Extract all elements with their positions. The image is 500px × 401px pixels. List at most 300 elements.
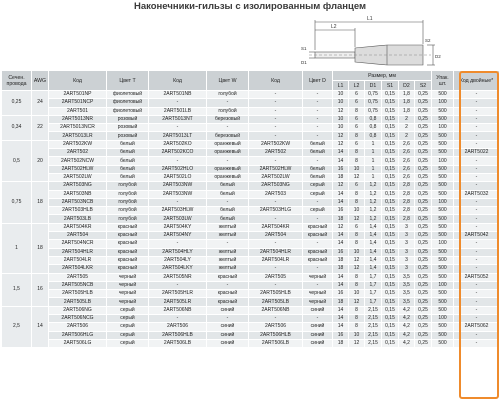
cell-color-t: белый <box>107 140 149 148</box>
cell-color-t: розовый <box>107 115 149 123</box>
cell-code-w: - <box>149 315 207 323</box>
cell-color-w: - <box>207 99 249 107</box>
cell-pack: 500 <box>432 215 454 223</box>
cell-color-d: белый <box>303 173 333 181</box>
cell-s2: 0,25 <box>415 306 432 314</box>
cell-code-w: 2ART504LY <box>149 256 207 264</box>
cell-code-d: 2ART502 <box>249 149 303 157</box>
cell-s1: 0,15 <box>382 149 399 157</box>
cell-code-d: - <box>249 99 303 107</box>
header-double: Код двойные* <box>454 71 500 91</box>
cell-s2: 0,25 <box>415 265 432 273</box>
table-row <box>2 99 500 107</box>
cell-code-w: 2ART504HLY <box>149 248 207 256</box>
cell-double-code: - <box>454 248 500 256</box>
cell-l1: 10 <box>333 91 349 99</box>
cell-code-d: - <box>249 215 303 223</box>
cell-l1: 18 <box>333 256 349 264</box>
cell-l1: 14 <box>333 315 349 323</box>
cell-d2: 2,6 <box>399 140 415 148</box>
table-row <box>2 173 500 181</box>
cell-d2: 2,6 <box>399 157 415 165</box>
table-row <box>2 149 500 157</box>
cell-s2: 0,25 <box>415 215 432 223</box>
cell-color-t: белый <box>107 157 149 165</box>
table-row <box>2 281 500 289</box>
cell-code-w: 2ART5013LT <box>149 132 207 140</box>
cell-d2: 4,2 <box>399 339 415 347</box>
cell-code-t: 2ART502KW <box>49 140 107 148</box>
cell-pack: 500 <box>432 207 454 215</box>
cell-pack: 500 <box>432 290 454 298</box>
cell-d2: 2,8 <box>399 182 415 190</box>
cell-d1: 1,4 <box>365 223 382 231</box>
cell-d1: 0,8 <box>365 132 382 140</box>
cell-code-w: 2ART505LR <box>149 298 207 306</box>
cell-color-w: оранжевый <box>207 149 249 157</box>
cell-color-d: - <box>303 107 333 115</box>
cell-color-d: синий <box>303 331 333 339</box>
cell-l2: 12 <box>349 339 365 347</box>
cell-code-d: 2ART503HLG <box>249 207 303 215</box>
cell-awg: 18 <box>32 182 49 223</box>
table-row <box>2 315 500 323</box>
cell-pack: 500 <box>432 173 454 181</box>
cell-code-w: 2ART506 <box>149 323 207 331</box>
cell-s1: 0,15 <box>382 190 399 198</box>
cell-s2: 0,25 <box>415 132 432 140</box>
cell-double-code: 2ART5042 <box>454 232 500 240</box>
cell-d1: 0,75 <box>365 91 382 99</box>
cell-code-d: 2ART505HLB <box>249 290 303 298</box>
cell-color-t: серый <box>107 306 149 314</box>
cell-color-d: - <box>303 265 333 273</box>
cell-color-t: голубой <box>107 198 149 206</box>
cell-code-d: 2ART503NG <box>249 182 303 190</box>
cell-code-d: - <box>249 281 303 289</box>
table-row <box>2 248 500 256</box>
cell-l2: 6 <box>349 91 365 99</box>
cell-d2: 3 <box>399 248 415 256</box>
cell-d1: 2,15 <box>365 331 382 339</box>
table-row <box>2 232 500 240</box>
header-section: Сечен. провода <box>2 71 32 91</box>
cell-d1: 2,15 <box>365 323 382 331</box>
cell-s1: 0,15 <box>382 157 399 165</box>
cell-l2: 8 <box>349 240 365 248</box>
cell-code-w: 2ART503HLW <box>149 207 207 215</box>
cell-s2: 0,25 <box>415 124 432 132</box>
cell-l2: 8 <box>349 273 365 281</box>
cell-color-t: фиолетовый <box>107 99 149 107</box>
cell-s2: 0,25 <box>415 331 432 339</box>
ferrule-drawing <box>295 14 445 78</box>
cell-l1: 18 <box>333 265 349 273</box>
cell-double-code: - <box>454 290 500 298</box>
cell-s2: 0,25 <box>415 232 432 240</box>
cell-pack: 500 <box>432 306 454 314</box>
cell-s2: 0,25 <box>415 323 432 331</box>
cell-d2: 3 <box>399 265 415 273</box>
cell-s2: 0,25 <box>415 256 432 264</box>
cell-pack: 100 <box>432 315 454 323</box>
cell-d2: 3 <box>399 232 415 240</box>
cell-s2: 0,25 <box>415 207 432 215</box>
cell-code-d: 2ART506LB <box>249 339 303 347</box>
header-s2: S2 <box>415 81 432 91</box>
cell-d1: 1,7 <box>365 281 382 289</box>
cell-code-d: 2ART504LR <box>249 256 303 264</box>
cell-color-w: оранжевый <box>207 140 249 148</box>
cell-code-t: 2ART503LB <box>49 215 107 223</box>
table-row <box>2 140 500 148</box>
cell-l1: 16 <box>333 165 349 173</box>
cell-color-w: синий <box>207 339 249 347</box>
cell-code-d: - <box>249 240 303 248</box>
cell-s2: 0,25 <box>415 290 432 298</box>
cell-l1: 16 <box>333 290 349 298</box>
cell-color-t: красный <box>107 232 149 240</box>
cell-code-t: 2ART505LB <box>49 298 107 306</box>
cell-color-d: синий <box>303 306 333 314</box>
cell-s2: 0,25 <box>415 115 432 123</box>
cell-d2: 1,8 <box>399 99 415 107</box>
cell-s2: 0,25 <box>415 157 432 165</box>
cell-pack: 500 <box>432 232 454 240</box>
cell-d2: 2,8 <box>399 215 415 223</box>
cell-pack: 100 <box>432 124 454 132</box>
cell-pack: 100 <box>432 240 454 248</box>
cell-l1: 16 <box>333 207 349 215</box>
cell-d1: 1 <box>365 165 382 173</box>
cell-color-w: синий <box>207 306 249 314</box>
cell-color-w: оранжевый <box>207 165 249 173</box>
cell-l1: 16 <box>333 248 349 256</box>
cell-code-t: 2ART505NCB <box>49 281 107 289</box>
cell-double-code: - <box>454 165 500 173</box>
cell-d2: 3 <box>399 223 415 231</box>
cell-d1: 1 <box>365 173 382 181</box>
header-l2: L2 <box>349 81 365 91</box>
table-row <box>2 198 500 206</box>
cell-l2: 10 <box>349 331 365 339</box>
cell-d2: 1,8 <box>399 107 415 115</box>
cell-s1: 0,15 <box>382 323 399 331</box>
cell-l1: 12 <box>333 132 349 140</box>
cell-code-d: - <box>249 198 303 206</box>
cell-code-t: 2ART505 <box>49 273 107 281</box>
cell-color-t: белый <box>107 165 149 173</box>
cell-code-d: 2ART504 <box>249 232 303 240</box>
cell-section: 2,5 <box>2 306 32 347</box>
cell-d1: 0,75 <box>365 99 382 107</box>
header-color-d: Цвет D <box>303 71 333 91</box>
cell-code-w: - <box>149 124 207 132</box>
cell-s1: 0,15 <box>382 281 399 289</box>
cell-s1: 0,15 <box>382 215 399 223</box>
cell-code-w: 2ART506HLB <box>149 331 207 339</box>
cell-l1: 14 <box>333 323 349 331</box>
cell-code-w: - <box>149 240 207 248</box>
cell-color-d: красный <box>303 256 333 264</box>
cell-s1: 0,15 <box>382 132 399 140</box>
cell-code-t: 2ART502 <box>49 149 107 157</box>
cell-color-w: белый <box>207 182 249 190</box>
cell-color-t: белый <box>107 149 149 157</box>
cell-d2: 2 <box>399 124 415 132</box>
cell-awg: 24 <box>32 91 49 116</box>
cell-code-t: 2ART506NCG <box>49 315 107 323</box>
cell-color-w: голубой <box>207 107 249 115</box>
cell-code-d: 2ART504HLR <box>249 248 303 256</box>
cell-color-t: черный <box>107 290 149 298</box>
cell-d1: 1 <box>365 140 382 148</box>
cell-code-d: 2ART502KW <box>249 140 303 148</box>
cell-code-w: 2ART504KY <box>149 223 207 231</box>
cell-d1: 1,2 <box>365 190 382 198</box>
cell-pack: 500 <box>432 190 454 198</box>
cell-color-w: белый <box>207 215 249 223</box>
cell-code-t: 2ART504KR <box>49 223 107 231</box>
header-awg: AWG <box>32 71 49 91</box>
header-color-t: Цвет T <box>107 71 149 91</box>
cell-l1: 18 <box>333 215 349 223</box>
cell-l1: 12 <box>333 223 349 231</box>
cell-l2: 12 <box>349 173 365 181</box>
cell-color-w: красный <box>207 273 249 281</box>
cell-s2: 0,25 <box>415 149 432 157</box>
cell-d1: 1,4 <box>365 240 382 248</box>
cell-code-t: 2ART504LKR <box>49 265 107 273</box>
cell-s2: 0,25 <box>415 91 432 99</box>
cell-s1: 0,15 <box>382 306 399 314</box>
cell-color-t: фиолетовый <box>107 107 149 115</box>
cell-code-d: - <box>249 132 303 140</box>
cell-double-code: 2ART5052 <box>454 273 500 281</box>
cell-color-w: оранжевый <box>207 173 249 181</box>
cell-code-t: 2ART504LR <box>49 256 107 264</box>
cell-color-d: - <box>303 157 333 165</box>
cell-code-d: - <box>249 115 303 123</box>
cell-code-t: 2ART506HLG <box>49 331 107 339</box>
cell-l2: 6 <box>349 99 365 107</box>
cell-d1: 1 <box>365 157 382 165</box>
table-row <box>2 190 500 198</box>
cell-s2: 0,25 <box>415 99 432 107</box>
cell-color-d: серый <box>303 182 333 190</box>
cell-code-d: 2ART505 <box>249 273 303 281</box>
cell-pack: 500 <box>432 331 454 339</box>
cell-code-t: 2ART502LW <box>49 173 107 181</box>
cell-code-w: 2ART506NB <box>149 306 207 314</box>
cell-d2: 2 <box>399 115 415 123</box>
cell-pack: 500 <box>432 248 454 256</box>
cell-code-d: - <box>249 265 303 273</box>
table-row <box>2 132 500 140</box>
cell-l2: 12 <box>349 298 365 306</box>
cell-color-w: красный <box>207 290 249 298</box>
cell-l2: 6 <box>349 124 365 132</box>
cell-double-code: - <box>454 132 500 140</box>
cell-code-w: 2ART502HLO <box>149 165 207 173</box>
cell-l2: 6 <box>349 115 365 123</box>
cell-l2: 8 <box>349 157 365 165</box>
cell-l2: 8 <box>349 132 365 140</box>
cell-color-t: голубой <box>107 182 149 190</box>
cell-color-t: розовый <box>107 132 149 140</box>
cell-code-d: 2ART506HLB <box>249 331 303 339</box>
cell-double-code: - <box>454 306 500 314</box>
cell-l2: 10 <box>349 165 365 173</box>
cell-s1: 0,15 <box>382 290 399 298</box>
cell-color-d: синий <box>303 323 333 331</box>
cell-code-t: 2ART503HLB <box>49 207 107 215</box>
cell-code-w: 2ART504LKY <box>149 265 207 273</box>
header-size-group: Размер, мм <box>333 71 432 81</box>
cell-color-w: - <box>207 315 249 323</box>
cell-pack: 500 <box>432 256 454 264</box>
cell-color-w: желтый <box>207 232 249 240</box>
cell-pack: 500 <box>432 265 454 273</box>
cell-l2: 8 <box>349 306 365 314</box>
cell-code-d: 2ART506 <box>249 323 303 331</box>
cell-double-code: - <box>454 240 500 248</box>
spec-table <box>1 70 500 348</box>
table-row <box>2 165 500 173</box>
cell-l1: 16 <box>333 331 349 339</box>
cell-d1: 0,8 <box>365 115 382 123</box>
dim-label-s1: S1 <box>301 46 307 51</box>
cell-code-t: 2ART506 <box>49 323 107 331</box>
cell-color-d: черный <box>303 273 333 281</box>
header-d2: D2 <box>399 81 415 91</box>
cell-double-code: - <box>454 298 500 306</box>
cell-s2: 0,25 <box>415 273 432 281</box>
cell-double-code: - <box>454 115 500 123</box>
cell-d2: 2,6 <box>399 173 415 181</box>
cell-d2: 2,8 <box>399 207 415 215</box>
cell-l2: 8 <box>349 190 365 198</box>
cell-color-d: - <box>303 132 333 140</box>
cell-color-d: черный <box>303 290 333 298</box>
cell-code-t: 2ART503NCB <box>49 198 107 206</box>
cell-color-d: - <box>303 198 333 206</box>
cell-s1: 0,15 <box>382 165 399 173</box>
cell-l2: 8 <box>349 198 365 206</box>
cell-color-d: красный <box>303 248 333 256</box>
cell-s2: 0,25 <box>415 339 432 347</box>
cell-double-code: - <box>454 223 500 231</box>
cell-code-t: 2ART502NCW <box>49 157 107 165</box>
table-row <box>2 339 500 347</box>
cell-code-t: 2ART501 <box>49 107 107 115</box>
cell-l1: 18 <box>333 298 349 306</box>
cell-d2: 4,2 <box>399 323 415 331</box>
cell-code-w: 2ART505HLR <box>149 290 207 298</box>
cell-color-w: - <box>207 124 249 132</box>
cell-color-t: голубой <box>107 215 149 223</box>
header-code-w: Код <box>149 71 207 91</box>
cell-code-d: 2ART502HLW <box>249 165 303 173</box>
cell-pack: 500 <box>432 273 454 281</box>
cell-double-code: - <box>454 182 500 190</box>
table-row <box>2 265 500 273</box>
cell-s2: 0,25 <box>415 140 432 148</box>
cell-s1: 0,15 <box>382 115 399 123</box>
cell-pack: 500 <box>432 323 454 331</box>
cell-code-w: 2ART506LB <box>149 339 207 347</box>
cell-l1: 10 <box>333 99 349 107</box>
table-row <box>2 107 500 115</box>
cell-l1: 14 <box>333 306 349 314</box>
cell-d1: 1 <box>365 149 382 157</box>
cell-section: 1,5 <box>2 273 32 306</box>
cell-d1: 2,15 <box>365 315 382 323</box>
cell-s2: 0,25 <box>415 182 432 190</box>
cell-color-d: синий <box>303 339 333 347</box>
cell-l1: 10 <box>333 115 349 123</box>
cell-code-d: - <box>249 107 303 115</box>
cell-l2: 8 <box>349 232 365 240</box>
cell-s2: 0,25 <box>415 190 432 198</box>
cell-color-d: - <box>303 215 333 223</box>
cell-code-w: 2ART502LO <box>149 173 207 181</box>
cell-s1: 0,15 <box>382 265 399 273</box>
cell-d1: 1,2 <box>365 215 382 223</box>
cell-color-w: красный <box>207 298 249 306</box>
cell-s2: 0,25 <box>415 223 432 231</box>
cell-code-w: - <box>149 198 207 206</box>
cell-d2: 3 <box>399 256 415 264</box>
spec-table-body <box>2 91 500 348</box>
table-row <box>2 256 500 264</box>
cell-d2: 1,8 <box>399 91 415 99</box>
cell-color-t: черный <box>107 273 149 281</box>
cell-s1: 0,15 <box>382 99 399 107</box>
cell-l1: 12 <box>333 140 349 148</box>
cell-code-t: 2ART5013NR <box>49 115 107 123</box>
cell-d1: 2,15 <box>365 339 382 347</box>
cell-code-w: 2ART502KO <box>149 140 207 148</box>
cell-code-w: 2ART5013NT <box>149 115 207 123</box>
cell-color-d: красный <box>303 223 333 231</box>
cell-awg: 20 <box>32 140 49 181</box>
cell-s1: 0,15 <box>382 124 399 132</box>
cell-double-code: 2ART5062 <box>454 323 500 331</box>
cell-l2: 8 <box>349 107 365 115</box>
cell-d1: 0,8 <box>365 124 382 132</box>
cell-code-w: 2ART502KCO <box>149 149 207 157</box>
cell-section: 0,75 <box>2 182 32 223</box>
cell-pack: 500 <box>432 165 454 173</box>
cell-l1: 14 <box>333 198 349 206</box>
cell-code-w: - <box>149 281 207 289</box>
cell-pack: 100 <box>432 157 454 165</box>
cell-color-d: серый <box>303 207 333 215</box>
cell-double-code: - <box>454 173 500 181</box>
cell-color-d: - <box>303 240 333 248</box>
cell-d1: 1,2 <box>365 207 382 215</box>
cell-d2: 3 <box>399 240 415 248</box>
cell-double-code: 2ART5022 <box>454 149 500 157</box>
cell-double-code: - <box>454 198 500 206</box>
cell-code-d: - <box>249 157 303 165</box>
cell-s1: 0,15 <box>382 232 399 240</box>
cell-code-t: 2ART501NCP <box>49 99 107 107</box>
cell-color-w: березовый <box>207 132 249 140</box>
cell-code-t: 2ART5013LR <box>49 132 107 140</box>
cell-d2: 2,8 <box>399 198 415 206</box>
